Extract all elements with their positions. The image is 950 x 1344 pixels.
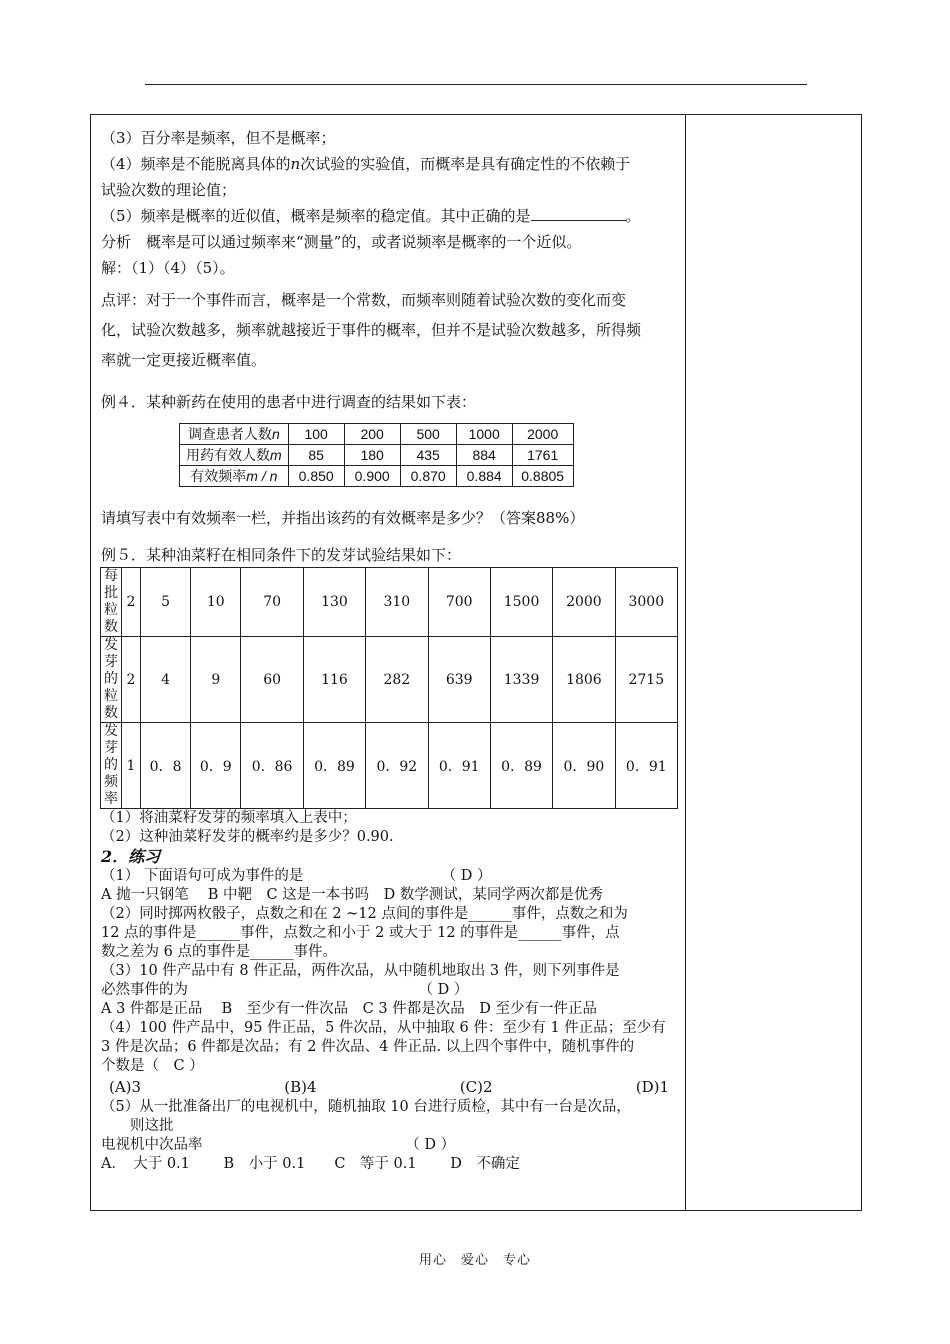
- practice-5-line-2: 则这批: [101, 1118, 174, 1134]
- table-cell: 0.900: [344, 466, 400, 487]
- table-cell: 500: [400, 424, 456, 445]
- table-row: [180, 445, 574, 466]
- table-cell: 0．89: [490, 723, 552, 809]
- practice-1: （1） 下面语句可成为事件的是 （ D ）: [101, 868, 492, 884]
- practice-5-options: A． 大于 0.1 B 小于 0.1 C 等于 0.1 D 不确定: [101, 1156, 520, 1172]
- table-row: [180, 424, 574, 445]
- table-cell: 2000: [553, 568, 615, 637]
- table-cell: 1: [122, 723, 141, 809]
- table-cell: 0.870: [400, 466, 456, 487]
- statement-5: [101, 203, 679, 229]
- table-cell: 0．89: [303, 723, 365, 809]
- row-header: [101, 723, 122, 809]
- practice-4-line-2: 3 件是次品；6 件都是次品；有 2 件次品、4 件正品. 以上四个事件中，随机事件的: [101, 1039, 635, 1055]
- example-5-table: [100, 567, 678, 809]
- practice-4-options: [109, 1076, 669, 1098]
- right-column-divider: [685, 115, 686, 1210]
- row-variable: n: [271, 426, 280, 442]
- table-cell: 0．86: [241, 723, 303, 809]
- statement-4-text-b: 次试验的实验值，而概率是具有确定性的不依赖于: [300, 155, 631, 173]
- table-cell: 100: [288, 424, 344, 445]
- table-cell: 4: [140, 637, 190, 723]
- table-cell: 10: [191, 568, 241, 637]
- option-c: (C)2: [459, 1078, 493, 1096]
- table-row: [101, 637, 678, 723]
- table-cell: 70: [241, 568, 303, 637]
- table-cell: 3000: [615, 568, 677, 637]
- practice-heading: 2．练习: [101, 847, 161, 866]
- table-cell: 0．90: [553, 723, 615, 809]
- example-5-q2: （2）这种油菜籽发芽的概率约是多少？0.90.: [101, 829, 394, 845]
- table-cell: 1500: [490, 568, 552, 637]
- statement-5-text: （5）频率是概率的近似值，概率是频率的稳定值。其中正确的是: [101, 207, 531, 225]
- row-header-text: 用药有效人数: [186, 447, 270, 463]
- table-cell: 700: [428, 568, 490, 637]
- practice-3-options: A 3 件都是正品 B 至少有一件次品 C 3 件都是次品 D 至少有一件正品: [101, 1001, 597, 1017]
- practice-2-line-1: （2）同时掷两枚骰子，点数之和在 2 ~12 点间的事件是______事件，点数之和为: [101, 906, 628, 922]
- option-b: (B)4: [284, 1078, 317, 1096]
- example-5-q1: （1）将油菜籽发芽的频率填入上表中；: [101, 810, 357, 826]
- table-cell: 0．9: [191, 723, 241, 809]
- table-cell: 9: [191, 637, 241, 723]
- practice-4-line-3: 个数是（ C ）: [101, 1058, 204, 1074]
- row-header-text: 每批粒数: [104, 568, 118, 635]
- practice-3-line-1: （3）10 件产品中有 8 件正品，两件次品，从中随机地取出 3 件，则下列事件是: [101, 963, 620, 979]
- table-cell: 0．91: [615, 723, 677, 809]
- header-rule: [145, 84, 807, 85]
- option-a: (A)3: [109, 1078, 142, 1096]
- table-cell: 0．91: [428, 723, 490, 809]
- practice-4-line-1: （4）100 件产品中，95 件正品，5 件次品，从中抽取 6 件：至少有 1 件正品；至少有: [101, 1020, 666, 1036]
- row-header: [180, 424, 289, 445]
- example-4-question: 请填写表中有效频率一栏，并指出该药的有效概率是多少？（答案88%）: [101, 509, 585, 527]
- table-cell: 282: [366, 637, 428, 723]
- statement-4-cont: 试验次数的理论值；: [101, 181, 237, 199]
- example-4-table: [179, 423, 574, 487]
- table-cell: 130: [303, 568, 365, 637]
- answer-blank: [531, 206, 626, 221]
- table-row: [101, 568, 678, 637]
- row-variable: m / n: [246, 468, 278, 484]
- row-header-text: 发芽的粒数: [104, 637, 118, 721]
- table-cell: 1761: [512, 445, 573, 466]
- statement-3: （3）百分率是频率，但不是概率；: [101, 129, 336, 147]
- practice-2-line-2: 12 点的事件是______事件，点数之和小于 2 或大于 12 的事件是______事件，点: [101, 925, 620, 941]
- table-cell: 85: [288, 445, 344, 466]
- practice-3-line-2: 必然事件的为 （ D ）: [101, 982, 469, 998]
- row-header: [180, 466, 289, 487]
- analysis-line: 分析 概率是可以通过频率来“测量”的，或者说频率是概率的一个近似。: [101, 233, 582, 251]
- page-frame-table: [90, 114, 862, 1211]
- table-cell: 884: [456, 445, 512, 466]
- row-header: [101, 637, 122, 723]
- statement-5-end: 。: [625, 207, 641, 225]
- practice-5-line-1: （5）从一批准备出厂的电视机中，随机抽取 10 台进行质检，其中有一台是次品，: [101, 1099, 631, 1115]
- table-cell: 0．8: [140, 723, 190, 809]
- table-cell: 2: [122, 568, 141, 637]
- row-header: [180, 445, 289, 466]
- table-cell: 116: [303, 637, 365, 723]
- practice-2-line-3: 数之差为 6 点的事件是______事件。: [101, 944, 337, 960]
- row-header-text: 有效频率: [190, 468, 247, 484]
- table-cell: 180: [344, 445, 400, 466]
- table-cell: 0．92: [366, 723, 428, 809]
- table-cell: 310: [366, 568, 428, 637]
- table-cell: 2: [122, 637, 141, 723]
- option-d: (D)1: [635, 1078, 669, 1096]
- table-cell: 0.850: [288, 466, 344, 487]
- table-cell: 200: [344, 424, 400, 445]
- page-footer: 用心 爱心 专心: [418, 1253, 531, 1268]
- table-row: [101, 723, 678, 809]
- example-5-title: 例５．某种油菜籽在相同条件下的发芽试验结果如下：: [101, 546, 462, 564]
- table-cell: 1000: [456, 424, 512, 445]
- table-cell: 2000: [512, 424, 573, 445]
- row-header-text: 发芽的频率: [104, 723, 118, 807]
- practice-5-line-3: 电视机中次品率 （ D ）: [101, 1137, 456, 1153]
- table-cell: 435: [400, 445, 456, 466]
- row-header-text: 调查患者人数: [187, 426, 272, 442]
- table-cell: 1806: [553, 637, 615, 723]
- row-variable: m: [270, 447, 282, 463]
- table-cell: 60: [241, 637, 303, 723]
- variable-n: n: [290, 155, 301, 173]
- comment-line-2: 化，试验次数越多，频率就越接近于事件的概率，但并不是试验次数越多，所得频: [101, 321, 642, 339]
- solution-line: 解：（1）（4）（5）。: [101, 259, 235, 277]
- table-cell: 1339: [490, 637, 552, 723]
- row-header: [101, 568, 122, 637]
- practice-1-options: A 抛一只钢笔 B 中靶 C 这是一本书吗 D 数学测试，某同学两次都是优秀: [101, 887, 603, 903]
- table-row: [180, 466, 574, 487]
- example-4-title: 例４．某种新药在使用的患者中进行调查的结果如下表：: [101, 393, 477, 411]
- comment-line-3: 率就一定更接近概率值。: [101, 351, 267, 369]
- table-cell: 0.884: [456, 466, 512, 487]
- table-cell: 639: [428, 637, 490, 723]
- statement-4-text-a: （4）频率是不能脱离具体的: [101, 155, 291, 173]
- comment-line-1: 点评：对于一个事件而言，概率是一个常数，而频率则随着试验次数的变化而变: [101, 291, 627, 309]
- main-content: [101, 125, 679, 1174]
- table-cell: 5: [140, 568, 190, 637]
- statement-4: [101, 151, 679, 177]
- table-cell: 0.8805: [512, 466, 573, 487]
- table-cell: 2715: [615, 637, 677, 723]
